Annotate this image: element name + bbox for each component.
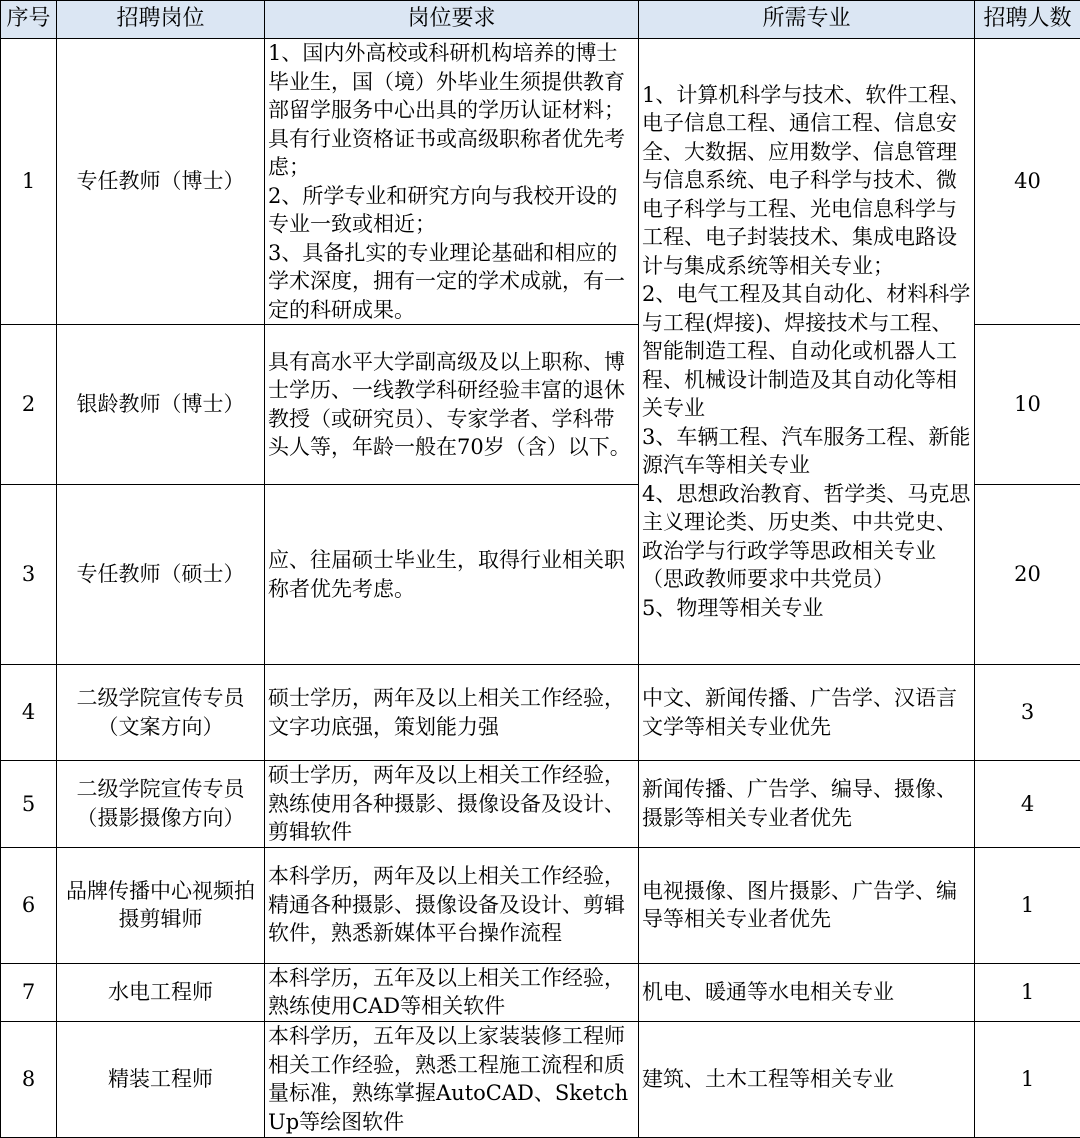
row-no: 1 (1, 39, 57, 325)
row-count: 1 (975, 1021, 1080, 1137)
table-row (1, 963, 1080, 1021)
header-count: 招聘人数 (975, 1, 1080, 39)
row-count: 1 (975, 963, 1080, 1021)
table-row (1, 1021, 1080, 1137)
row-requirements: 硕士学历，两年及以上相关工作经验，文字功底强，策划能力强 (265, 665, 639, 761)
row-position: 品牌传播中心视频拍摄剪辑师 (57, 847, 265, 963)
row-requirements: 具有高水平大学副高级及以上职称、博士学历、一线教学科研经验丰富的退休教授（或研究员）、专家学者、学科带头人等，年龄一般在70岁（含）以下。 (265, 325, 639, 485)
row-no: 2 (1, 325, 57, 485)
row-position: 二级学院宣传专员（摄影摄像方向） (57, 761, 265, 848)
row-majors: 中文、新闻传播、广告学、汉语言文学等相关专业优先 (639, 665, 975, 761)
table-row (1, 39, 1080, 325)
row-majors: 新闻传播、广告学、编导、摄像、摄影等相关专业者优先 (639, 761, 975, 848)
row-position: 专任教师（硕士） (57, 485, 265, 665)
row-no: 6 (1, 847, 57, 963)
row-no: 5 (1, 761, 57, 848)
header-position: 招聘岗位 (57, 1, 265, 39)
header-requirements: 岗位要求 (265, 1, 639, 39)
row-no: 7 (1, 963, 57, 1021)
row-requirements: 本科学历，五年及以上家装装修工程师相关工作经验，熟悉工程施工流程和质量标准，熟练掌握AutoCAD、SketchUp等绘图软件 (265, 1021, 639, 1137)
row-requirements: 应、往届硕士毕业生，取得行业相关职称者优先考虑。 (265, 485, 639, 665)
row-position: 专任教师（博士） (57, 39, 265, 325)
header-no: 序号 (1, 1, 57, 39)
row-majors: 电视摄像、图片摄影、广告学、编导等相关专业者优先 (639, 847, 975, 963)
header-row (1, 1, 1080, 39)
row-count: 40 (975, 39, 1080, 325)
table-row (1, 761, 1080, 848)
row-no: 4 (1, 665, 57, 761)
row-requirements: 硕士学历，两年及以上相关工作经验，熟练使用各种摄影、摄像设备及设计、剪辑软件 (265, 761, 639, 848)
table-row (1, 665, 1080, 761)
row-requirements: 1、国内外高校或科研机构培养的博士毕业生，国（境）外毕业生须提供教育部留学服务中心出具的学历认证材料；具有行业资格证书或高级职称者优先考虑； 2、所学专业和研究方向与我校开设的专业一致或相近； 3、具备扎实的专业理论基础和相应的学术深度，拥有一定的学术成就，有一定的科研成果。 (265, 39, 639, 325)
row-no: 3 (1, 485, 57, 665)
row-position: 二级学院宣传专员（文案方向） (57, 665, 265, 761)
row-count: 4 (975, 761, 1080, 848)
row-requirements: 本科学历，两年及以上相关工作经验，精通各种摄影、摄像设备及设计、剪辑软件，熟悉新媒体平台操作流程 (265, 847, 639, 963)
shared-majors: 1、计算机科学与技术、软件工程、电子信息工程、通信工程、信息安全、大数据、应用数学、信息管理与信息系统、电子科学与技术、微电子科学与工程、光电信息科学与工程、电子封装技术、集成电路设计与集成系统等相关专业； 2、电气工程及其自动化、材料科学与工程(焊接)、焊接技术与工程、智能制造工程、自动化或机器人工程、机械设计制造及其自动化等相关专业 3、车辆工程、汽车服务工程、新能源汽车等相关专业 4、思想政治教育、哲学类、马克思主义理论类、历史类、中共党史、政治学与行政学等思政相关专业（思政教师要求中共党员） 5、物理等相关专业 (639, 39, 975, 665)
row-count: 3 (975, 665, 1080, 761)
row-majors: 机电、暖通等水电相关专业 (639, 963, 975, 1021)
row-position: 精装工程师 (57, 1021, 265, 1137)
row-count: 1 (975, 847, 1080, 963)
row-requirements: 本科学历，五年及以上相关工作经验，熟练使用CAD等相关软件 (265, 963, 639, 1021)
row-count: 10 (975, 325, 1080, 485)
table-row (1, 847, 1080, 963)
row-position: 银龄教师（博士） (57, 325, 265, 485)
row-count: 20 (975, 485, 1080, 665)
row-majors: 建筑、土木工程等相关专业 (639, 1021, 975, 1137)
header-majors: 所需专业 (639, 1, 975, 39)
row-no: 8 (1, 1021, 57, 1137)
row-position: 水电工程师 (57, 963, 265, 1021)
